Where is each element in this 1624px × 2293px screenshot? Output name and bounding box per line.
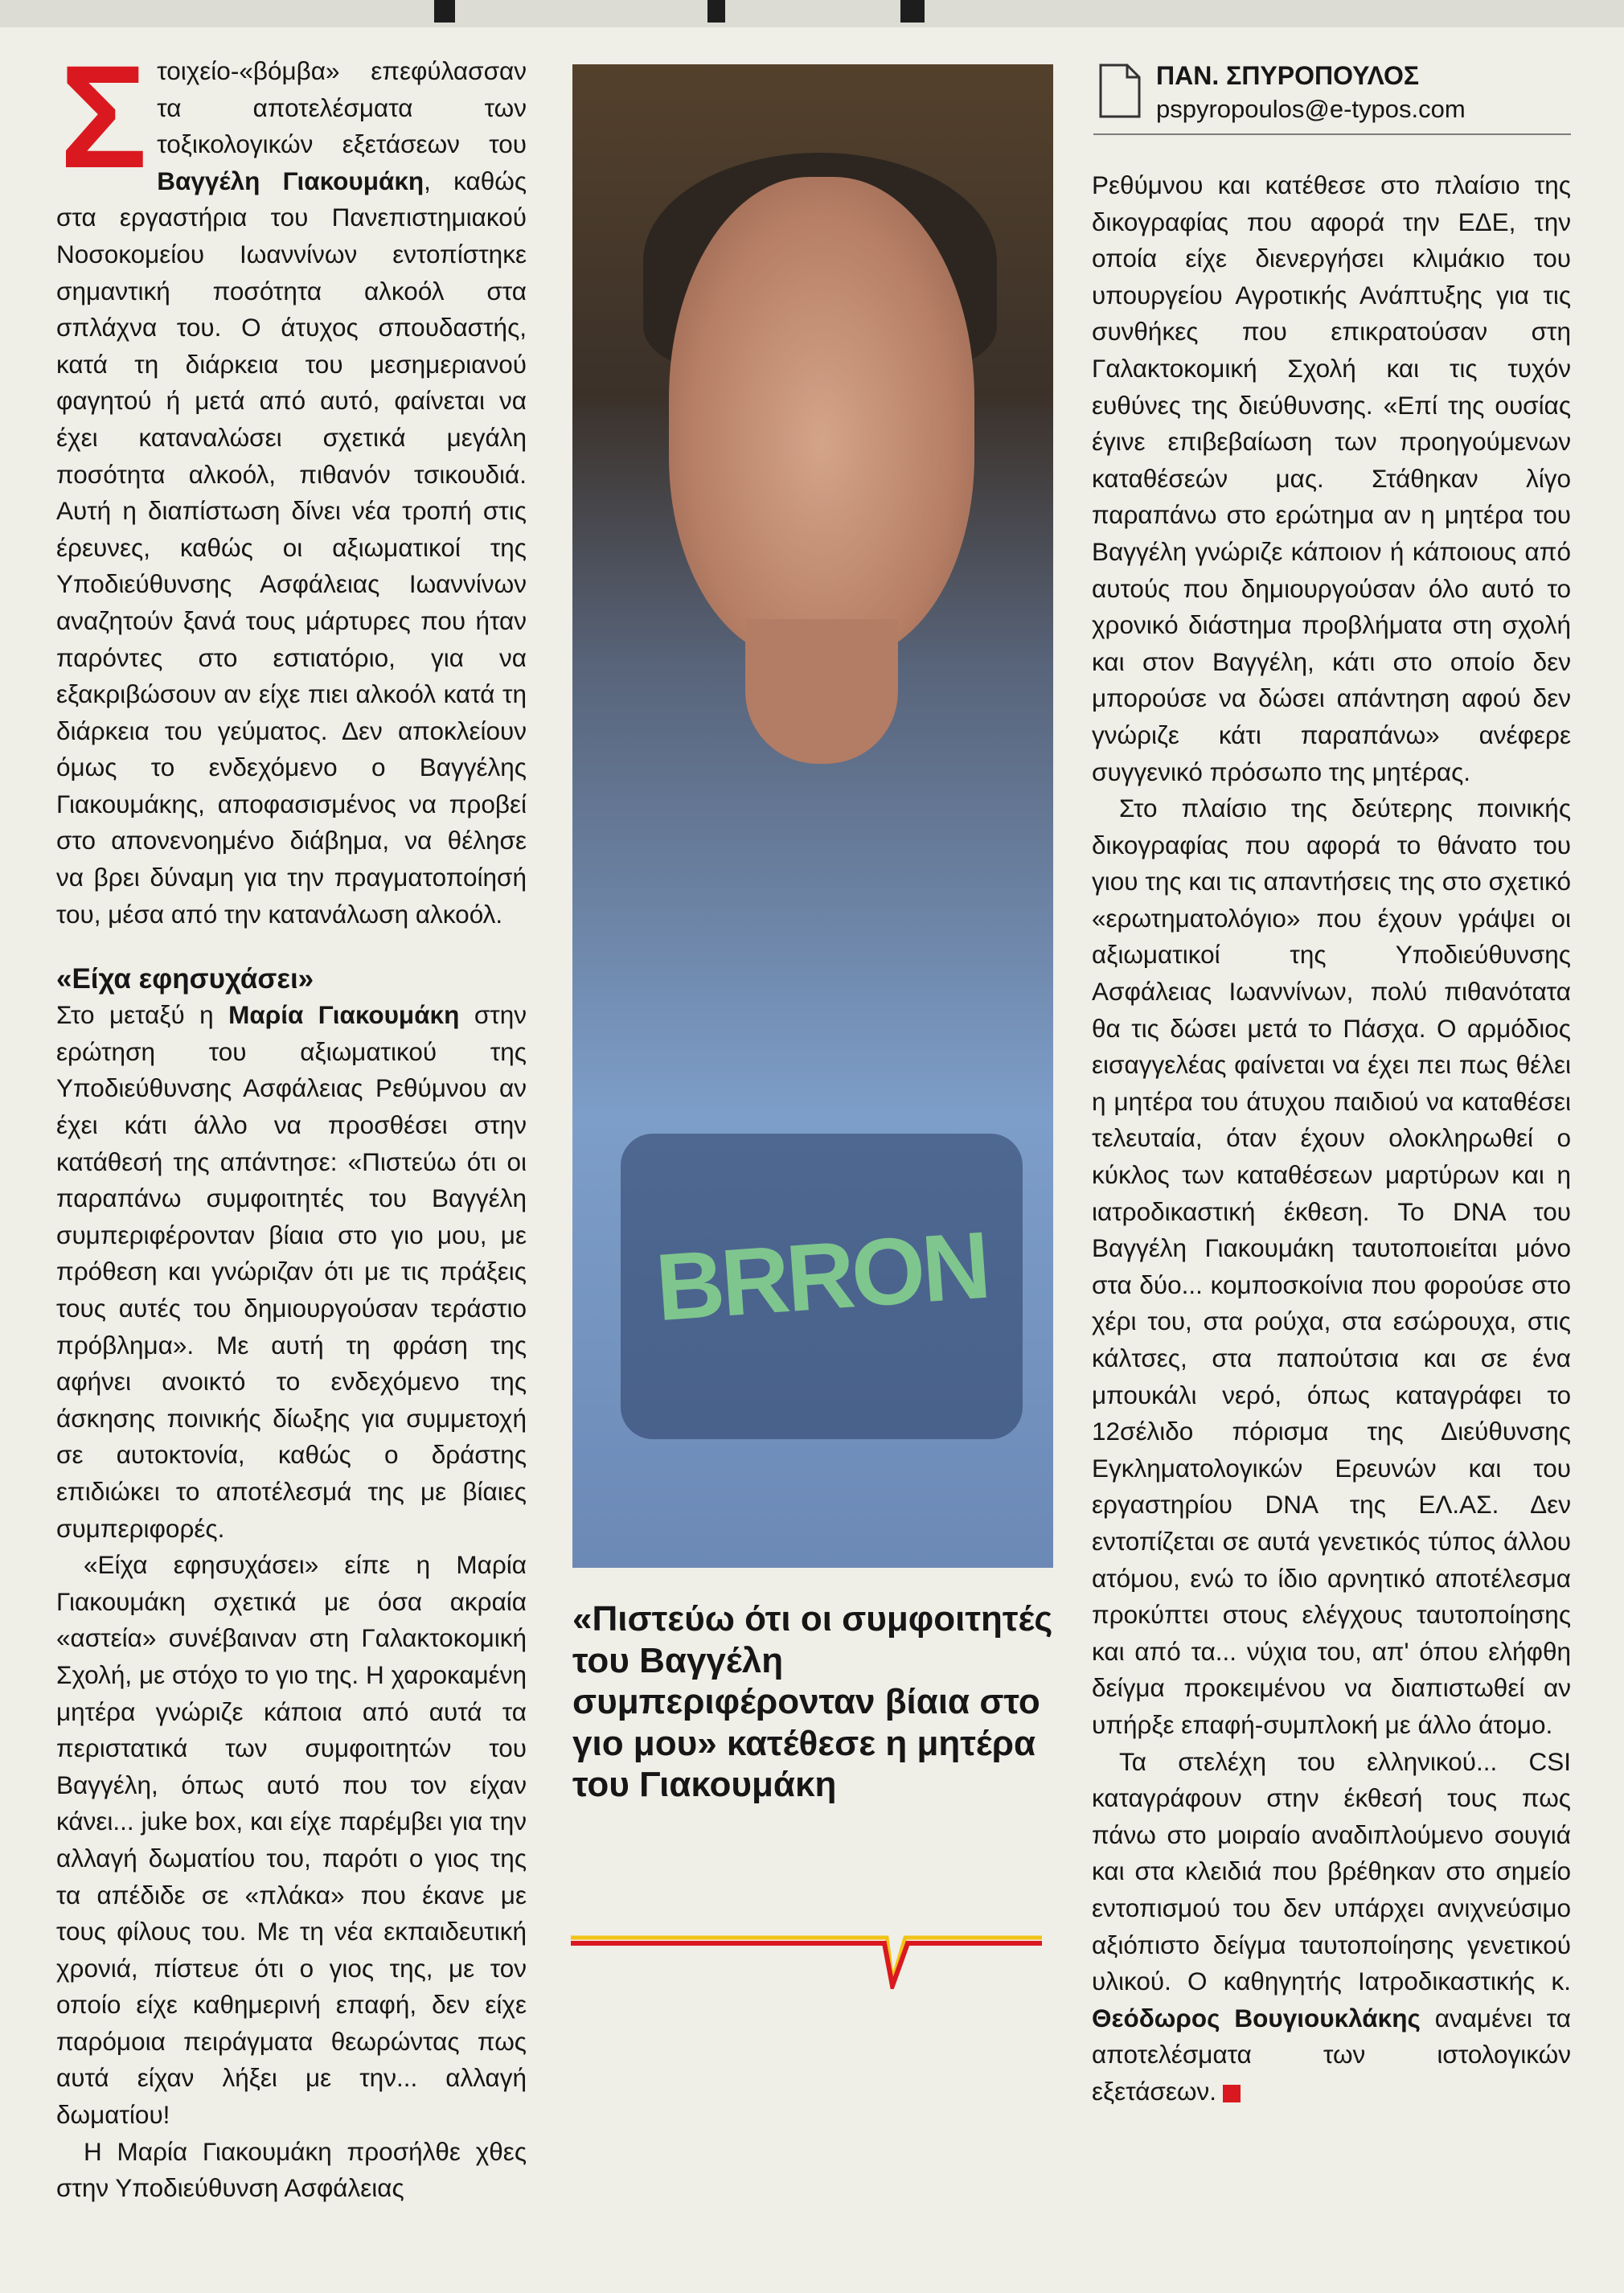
p2-text-b: στην ερώτηση του αξιωματικού της Υποδιεύθυνσης Ασφάλειας Ρεθύμνου αν έχει κάτι άλλο να προσθέσει στην κατάθεσή της απάντησε: «Πιστεύω ότι οι παραπάνω συμφοιτητές του Βαγγέλη συμπεριφέρονταν βίαια στο γιο μου, με πρόθεση και γνώριζαν ότι με τις πράξεις τους αυτές του δημιουργούσαν τεράστιο πρόβλημα». Με αυτή τη φράση της αφήνει ανοικτό το ενδεχόμενο της άσκησης ποινικής δίωξης για συμμετοχή σε αυτοκτονία, καθώς ο δράστης επιδιώκει το αποτέλεσμά της με βίαιες συμπεριφορές.: [56, 1000, 527, 1543]
photo-shirt-text: BRRON: [652, 1212, 991, 1342]
document-icon: [1098, 63, 1142, 119]
byline: [1093, 56, 1571, 137]
col3-p3-text-a: Τα στελέχη του ελληνικού... CSI καταγράφουν στην έκθεσή τους πως πάνω στο μοιραίο αναδιπλούμενο σουγιά και στα κλειδιά που βρέθηκαν στο σημείο εντοπισμού του δεν υπάρχει ανιχνεύσιμο αξιόπιστο δείγμα ταυτοποίησης γενετικού υλικού. Ο καθηγητής Ιατροδικαστικής κ.: [1092, 1746, 1571, 1996]
photo-face-shape: [669, 177, 974, 659]
p1-name: Βαγγέλη Γιακουμάκη: [157, 166, 424, 195]
paragraph-1: [56, 35, 527, 933]
top-strip-mark: [900, 0, 925, 23]
top-strip-mark: [707, 0, 725, 23]
top-strip-mark: [434, 0, 455, 23]
col3-paragraph-3: [1092, 1744, 1571, 2110]
paragraph-3: «Είχα εφησυχάσει» είπε η Μαρία Γιακουμάκη σχετικά με όσα ακραία «αστεία» συνέβαιναν στη Γαλακτοκομική Σχολή, με στόχο το γιο της. Η χαροκαμένη μητέρα γνώριζε κάποια από αυτά τα περιστατικά των συμφοιτητών του Βαγγέλη, όπως αυτό που τον είχαν κάνει... juke box, και είχε παρέμβει για την αλλαγή δωματίου του, παρότι ο γιος της τα απέδιδε σε «πλάκα» που έκανε με τους φίλους του. Με τη νέα εκπαιδευτική χρονιά, πίστευε ότι ο γιος της, με τον οποίο είχε καθημερινή επαφή, δεν είχε παρόμοια πειράγματα θεωρώντας πως αυτά είχαν λήξει με την... αλλαγή δωματίου!: [56, 1550, 527, 2130]
article-column-3: [1092, 167, 1571, 2110]
byline-divider: [1093, 133, 1571, 135]
portrait-photo: [572, 64, 1053, 1568]
byline-email: pspyropoulos@e-typos.com: [1156, 95, 1466, 123]
col3-paragraph-2: Στο πλαίσιο της δεύτερης ποινικής δικογραφίας που αφορά το θάνατο του γιου της και τις απαντήσεις της στο σχετικό «ερωτηματολόγιο» που έχουν γράψει οι αξιωματικοί της Υποδιεύθυνσης Ασφάλειας Ιωαννίνων, πολύ πιθανότατα θα τις δώσει μετά το Πάσχα. Ο αρμόδιος εισαγγελέας φαίνεται να έχει πει πως θέλει η μητέρα του άτυχου παιδιού να καταθέσει τελευταία, όταν έχουν ολοκληρωθεί ο κύκλος των καταθέσεων μαρτύρων και η ιατροδικαστική έκθεση. Το DNA του Βαγγέλη Γιακουμάκη ταυτοποιείται μόνο στα δύο... κομποσκοίνια που φορούσε στο χέρι του, στα ρούχα, στα εσώρουχα, στις κάλτσες, στα παπούτσια και σε ένα μπουκάλι νερό, όπως καταγράφει το 12σέλιδο πόρισμα της Διεύθυνσης Εγκληματολογικών Ερευνών και του εργαστηρίου DNA της ΕΛ.ΑΣ. Δεν εντοπίζεται σε αυτά γενετικός τύπος άλλου ατόμου, ενώ το ίδιο αρνητικό αποτέλεσμα προκύπτει στους ελέγχους ταυτοποίησης και από τα... νύχια του, απ' όπου ελήφθη δείγμα προκειμένου να διαπιστωθεί αν υπήρξε επαφή-συμπλοκή με άλλο άτομο.: [1092, 794, 1571, 1739]
subheading: «Είχα εφησυχάσει»: [56, 963, 314, 995]
col3-paragraph-1: Ρεθύμνου και κατέθεσε στο πλαίσιο της δικογραφίας που αφορά την ΕΔΕ, την οποία είχε διενεργήσει κλιμάκιο του υπουργείου Αγροτικής Ανάπτυξης για τις συνθήκες που επικρατούσαν στη Γαλακτοκομική Σχολή και τις τυχόν ευθύνες της διεύθυνσης. «Επί της ουσίας έγινε επιβεβαίωση των προηγούμενων καταθέσεών μας. Στάθηκαν λίγο παραπάνω στο ερώτημα αν η μητέρα του Βαγγέλη γνώριζε κάποιον ή κάποιους από αυτούς που δημιουργούσαν όλο αυτό το χρονικό διάστημα προβλήματα στη σχολή και στον Βαγγέλη, κάτι στο οποίο δεν μπορούσε να δώσει απάντηση αφού δεν γνώριζε κάτι παραπάνω» ανέφερε συγγενικό πρόσωπο της μητέρας.: [1092, 170, 1571, 786]
photo-neck-shape: [745, 619, 898, 764]
p2-text-a: Στο μεταξύ η: [56, 1000, 229, 1030]
p2-name: Μαρία Γιακουμάκη: [228, 1000, 460, 1030]
byline-author: ΠΑΝ. ΣΠΥΡΟΠΟΥΛΟΣ: [1156, 61, 1420, 90]
col3-p3-name: Θεόδωρος Βουγιουκλάκης: [1092, 2003, 1421, 2033]
pull-quote: «Πιστεύω ότι οι συμφοιτητές του Βαγγέλη συμπεριφέρονταν βίαια στο γιο μου» κατέθεσε η μητέρα του Γιακουμάκη: [572, 1599, 1053, 1804]
quote-rule-red: [571, 1943, 1042, 1986]
top-strip: [0, 0, 1624, 27]
article-column-1: [56, 35, 527, 2207]
p1-text-a: τοιχείο-«βόμβα» επεφύλασσαν τα αποτελέσματα των τοξικολογικών εξετάσεων του: [157, 56, 527, 159]
col3-p3-text-b: αναμένει τα αποτελέσματα των ιστολογικών εξετάσεων.: [1092, 2003, 1572, 2106]
paragraph-2: [56, 997, 527, 1547]
drop-cap: Σ: [59, 35, 148, 199]
pull-quote-rule: [569, 1933, 1044, 1989]
end-mark-icon: [1223, 2085, 1241, 2102]
p1-text-b: , καθώς στα εργαστήρια του Πανεπιστημιακού Νοσοκομείου Ιωαννίνων εντοπίστηκε σημαντική ποσότητα αλκοόλ στα σπλάχνα του. Ο άτυχος σπουδαστής, κατά τη διάρκεια του μεσημεριανού φαγητού ή μετά από αυτό, φαίνεται να έχει καταναλώσει σχετικά μεγάλη ποσότητα αλκοόλ, πιθανόν τσικουδιά. Αυτή η διαπίστωση δίνει νέα τροπή στις έρευνες, καθώς οι αξιωματικοί της Υποδιεύθυνσης Ασφάλειας Ιωαννίνων αναζητούν ξανά τους μάρτυρες που ήταν παρόντες στο εστιατόριο, για να εξακριβώσουν αν είχε πιει αλκοόλ κατά τη διάρκεια του γεύματος. Δεν αποκλείουν όμως το ενδεχόμενο ο Βαγγέλης Γιακουμάκης, αποφασισμένος να προβεί στο απονενοημένο διάβημα, να θέλησε να βρει δύναμη για την πραγματοποίησή του, μέσα από την κατανάλωση αλκοόλ.: [56, 166, 527, 929]
paragraph-4: Η Μαρία Γιακουμάκη προσήλθε χθες στην Υποδιεύθυνση Ασφάλειας: [56, 2136, 527, 2203]
